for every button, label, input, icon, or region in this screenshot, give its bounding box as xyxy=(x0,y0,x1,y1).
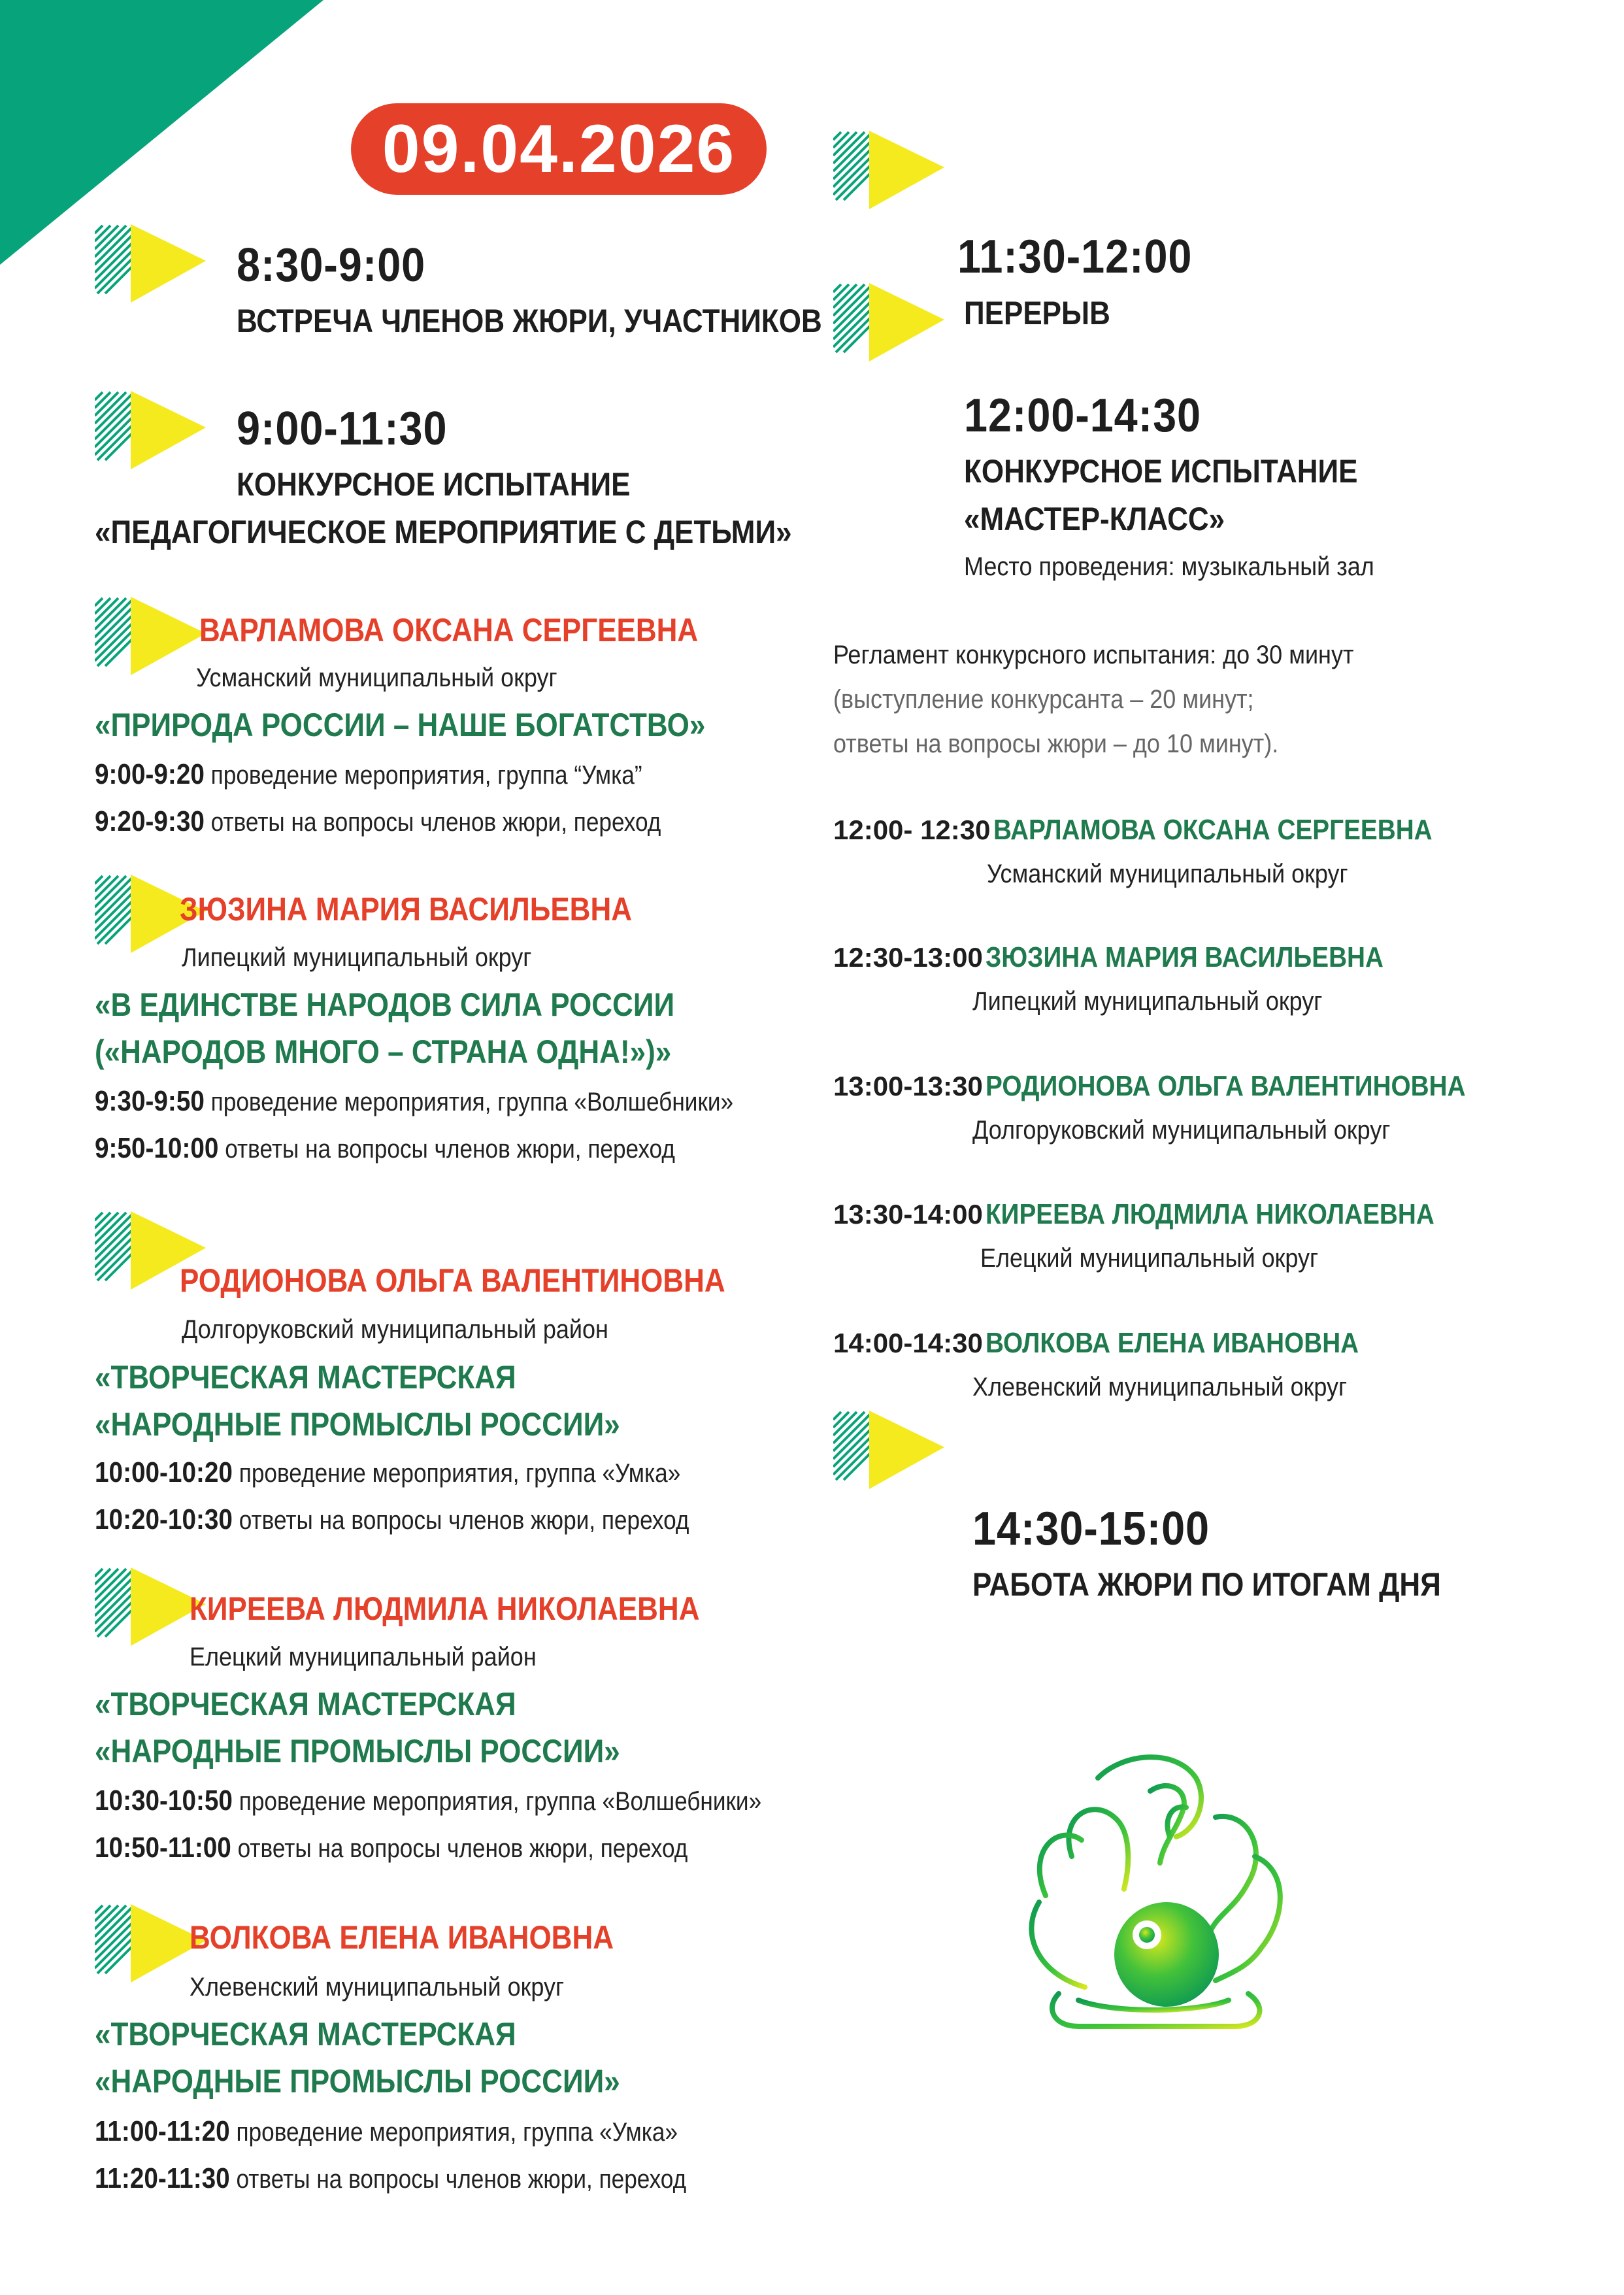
slot-row: 13:30-14:00 КИРЕЕВА ЛЮДМИЛА НИКОЛАЕВНА xyxy=(833,1198,1435,1230)
schedule-row: 11:20-11:30 ответы на вопросы членов жюри, переход xyxy=(95,2162,687,2194)
schedule-row: 10:30-10:50 проведение мероприятия, группа «Волшебники» xyxy=(95,1784,762,1817)
participant-district: Елецкий муниципальный район xyxy=(190,1643,537,1671)
event-title: «ТВОРЧЕСКАЯ МАСТЕРСКАЯ xyxy=(95,1359,516,1396)
participant-name: КИРЕЕВА ЛЮДМИЛА НИКОЛАЕВНА xyxy=(190,1590,700,1627)
slot-district: Хлевенский муниципальный округ xyxy=(972,1373,1348,1401)
slot-row: 12:00- 12:30 ВАРЛАМОВА ОКСАНА СЕРГЕЕВНА xyxy=(833,814,1433,846)
date-badge: 09.04.2026 xyxy=(351,103,767,195)
schedule-row: 10:20-10:30 ответы на вопросы членов жюри, переход xyxy=(95,1503,689,1535)
participant-district: Хлевенский муниципальный округ xyxy=(190,1973,565,2002)
event-title: «НАРОДНЫЕ ПРОМЫСЛЫ РОССИИ» xyxy=(95,1733,620,1769)
participant-district: Липецкий муниципальный округ xyxy=(182,943,532,972)
triangle-marker-icon xyxy=(95,386,219,477)
event-title: «ТВОРЧЕСКАЯ МАСТЕРСКАЯ xyxy=(95,1686,516,1722)
block1-time: 8:30-9:00 xyxy=(237,239,426,292)
schedule-row: 9:50-10:00 ответы на вопросы членов жюри, переход xyxy=(95,1132,675,1164)
slot-row: 13:00-13:30 РОДИОНОВА ОЛЬГА ВАЛЕНТИНОВНА xyxy=(833,1070,1466,1102)
participant-name: РОДИОНОВА ОЛЬГА ВАЛЕНТИНОВНА xyxy=(180,1262,725,1299)
triangle-marker-icon xyxy=(833,278,957,369)
slot-row: 14:00-14:30 ВОЛКОВА ЕЛЕНА ИВАНОВНА xyxy=(833,1327,1359,1359)
triangle-marker-icon xyxy=(833,126,957,217)
venue-text: Место проведения: музыкальный зал xyxy=(964,552,1374,581)
participant-district: Усманский муниципальный округ xyxy=(196,663,557,692)
swan-shell-pearl-logo xyxy=(1000,1739,1307,2046)
block3-time: 12:00-14:30 xyxy=(964,390,1201,442)
block4-time: 14:30-15:00 xyxy=(972,1503,1210,1555)
participant-name: ВОЛКОВА ЕЛЕНА ИВАНОВНА xyxy=(190,1919,614,1956)
schedule-row: 11:00-11:20 проведение мероприятия, группа «Умка» xyxy=(95,2115,678,2147)
regulation-text: Регламент конкурсного испытания: до 30 минут xyxy=(833,641,1354,669)
slot-district: Долгоруковский муниципальный округ xyxy=(972,1116,1391,1145)
block4-label: РАБОТА ЖЮРИ ПО ИТОГАМ ДНЯ xyxy=(972,1566,1441,1603)
block3-label: КОНКУРСНОЕ ИСПЫТАНИЕ xyxy=(964,453,1358,490)
participant-district: Долгоруковский муниципальный район xyxy=(182,1315,608,1344)
break-label: ПЕРЕРЫВ xyxy=(964,295,1110,331)
participant-name: ВАРЛАМОВА ОКСАНА СЕРГЕЕВНА xyxy=(199,612,699,648)
slot-district: Елецкий муниципальный округ xyxy=(980,1244,1319,1273)
block1-label: ВСТРЕЧА ЧЛЕНОВ ЖЮРИ, УЧАСТНИКОВ xyxy=(237,303,822,339)
schedule-row: 10:50-11:00 ответы на вопросы членов жюри, переход xyxy=(95,1832,688,1864)
slot-row: 12:30-13:00 ЗЮЗИНА МАРИЯ ВАСИЛЬЕВНА xyxy=(833,941,1384,973)
block2-time: 9:00-11:30 xyxy=(237,403,448,455)
schedule-row: 10:00-10:20 проведение мероприятия, группа «Умка» xyxy=(95,1456,681,1488)
event-title: «В ЕДИНСТВЕ НАРОДОВ СИЛА РОССИИ xyxy=(95,986,675,1023)
schedule-row: 9:00-9:20 проведение мероприятия, группа “Умка” xyxy=(95,758,642,790)
slot-district: Липецкий муниципальный округ xyxy=(972,987,1323,1016)
schedule-row: 9:30-9:50 проведение мероприятия, группа «Волшебники» xyxy=(95,1085,734,1117)
schedule-row: 9:20-9:30 ответы на вопросы членов жюри, переход xyxy=(95,805,661,837)
event-title: («НАРОДОВ МНОГО – СТРАНА ОДНА!»)» xyxy=(95,1033,672,1070)
event-title: «НАРОДНЫЕ ПРОМЫСЛЫ РОССИИ» xyxy=(95,1406,620,1443)
event-title: «ПРИРОДА РОССИИ – НАШЕ БОГАТСТВО» xyxy=(95,707,706,743)
block2-label: КОНКУРСНОЕ ИСПЫТАНИЕ xyxy=(237,466,631,503)
break-time: 11:30-12:00 xyxy=(957,231,1193,283)
participant-name: ЗЮЗИНА МАРИЯ ВАСИЛЬЕВНА xyxy=(180,891,632,928)
block2-title: «ПЕДАГОГИЧЕСКОЕ МЕРОПРИЯТИЕ С ДЕТЬМИ» xyxy=(95,514,792,550)
slot-district: Усманский муниципальный округ xyxy=(987,860,1348,888)
block3-title: «МАСТЕР-КЛАСС» xyxy=(964,501,1225,537)
event-title: «ТВОРЧЕСКАЯ МАСТЕРСКАЯ xyxy=(95,2016,516,2052)
regulation-note: (выступление конкурсанта – 20 минут; xyxy=(833,685,1254,714)
event-title: «НАРОДНЫЕ ПРОМЫСЛЫ РОССИИ» xyxy=(95,2063,620,2100)
triangle-marker-icon xyxy=(95,219,219,310)
regulation-note: ответы на вопросы жюри – до 10 минут). xyxy=(833,729,1279,758)
triangle-marker-icon xyxy=(833,1405,957,1497)
